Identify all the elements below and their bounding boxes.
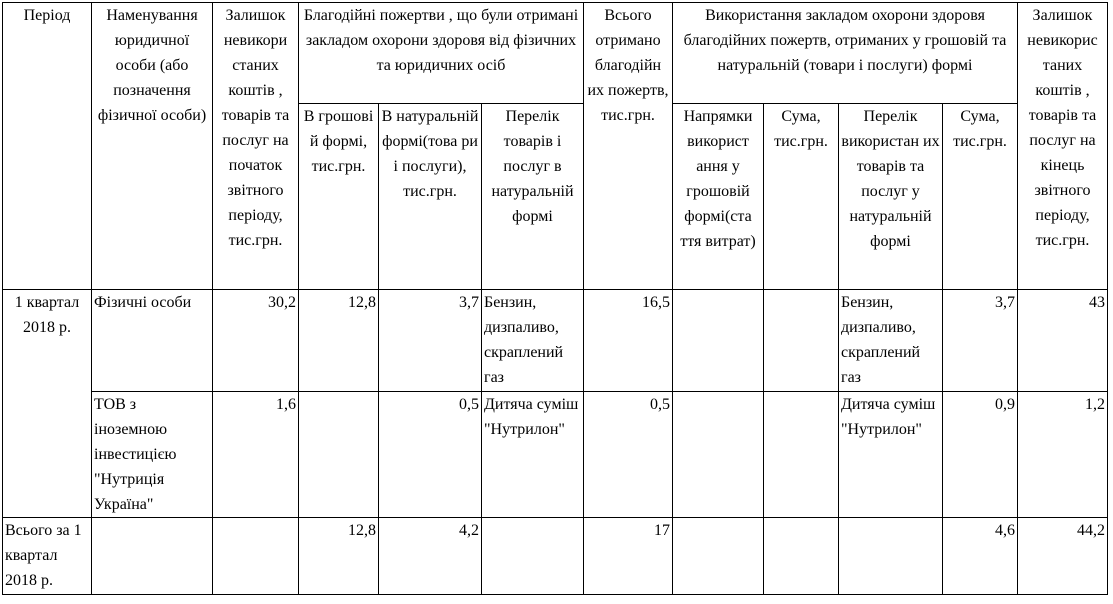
total-received-cell: 0,5 xyxy=(584,392,673,518)
usage-cash-sum-cell xyxy=(764,290,839,392)
header-balance-start: Залишок невикори станих коштів , товарів та послуг на початок звітного періоду, тис.грн. xyxy=(213,3,299,290)
donations-cash-cell xyxy=(299,392,379,518)
entity-cell xyxy=(92,518,213,595)
usage-cash-sum-cell xyxy=(764,518,839,595)
donations-list-cell xyxy=(482,518,584,595)
donations-cash-cell: 12,8 xyxy=(299,290,379,392)
donations-cash-cell: 12,8 xyxy=(299,518,379,595)
header-donations-inkind: В натуральній формі(това ри і послуги), тис.грн. xyxy=(379,104,482,290)
header-usage-inkind-sum: Сума, тис.грн. xyxy=(943,104,1018,290)
usage-cash-directions-cell xyxy=(673,392,764,518)
entity-cell: ТОВ з іноземною інвестицією "Нутриція Україна" xyxy=(92,392,213,518)
total-row xyxy=(3,518,1108,595)
usage-cash-directions-cell xyxy=(673,518,764,595)
header-usage-inkind-list: Перелік використан их товарів та послуг у натуральній формі xyxy=(839,104,943,290)
usage-cash-sum-cell xyxy=(764,392,839,518)
usage-cash-directions-cell xyxy=(673,290,764,392)
usage-inkind-sum-cell: 0,9 xyxy=(943,392,1018,518)
usage-inkind-sum-cell: 4,6 xyxy=(943,518,1018,595)
balance-start-cell: 30,2 xyxy=(213,290,299,392)
donations-inkind-cell: 0,5 xyxy=(379,392,482,518)
header-usage-cash-sum: Сума, тис.грн. xyxy=(764,104,839,290)
charity-donations-report-table xyxy=(2,2,1108,595)
total-received-cell: 17 xyxy=(584,518,673,595)
header-donations-cash: В грошові й формі, тис.грн. xyxy=(299,104,379,290)
usage-inkind-list-cell: Бензин, дизпаливо, скраплений газ xyxy=(839,290,943,392)
header-entity-name: Наменування юридичної особи (або позначення фізичної особи) xyxy=(92,3,213,290)
balance-end-cell: 1,2 xyxy=(1018,392,1108,518)
table-row xyxy=(3,290,1108,392)
donations-inkind-cell: 3,7 xyxy=(379,290,482,392)
balance-end-cell: 44,2 xyxy=(1018,518,1108,595)
total-received-cell: 16,5 xyxy=(584,290,673,392)
period-cell: 1 квартал 2018 р. xyxy=(3,290,92,518)
usage-inkind-list-cell: Дитяча суміш "Нутрилон" xyxy=(839,392,943,518)
balance-end-cell: 43 xyxy=(1018,290,1108,392)
header-total-received: Всього отримано благодійн их пожертв, тис.грн. xyxy=(584,3,673,290)
donations-list-cell: Бензин, дизпаливо, скраплений газ xyxy=(482,290,584,392)
usage-inkind-list-cell xyxy=(839,518,943,595)
header-usage-cash-directions: Напрямки використ ання у грошовій формі(ста ття витрат) xyxy=(673,104,764,290)
table-row xyxy=(3,392,1108,518)
donations-list-cell: Дитяча суміш "Нутрилон" xyxy=(482,392,584,518)
header-donations-group: Благодійні пожертви , що були отримані закладом охорони здоровя від фізичних та юридичних осіб xyxy=(299,3,584,104)
header-row-1 xyxy=(3,3,1108,104)
donations-inkind-cell: 4,2 xyxy=(379,518,482,595)
balance-start-cell xyxy=(213,518,299,595)
header-usage-group: Використання закладом охорони здоровя благодійних пожертв, отриманих у грошовій та натуральній (товари і послуги) формі xyxy=(673,3,1018,104)
balance-start-cell: 1,6 xyxy=(213,392,299,518)
header-balance-end: Залишок невикорис таних коштів , товарів та послуг на кінець звітного періоду, тис.грн. xyxy=(1018,3,1108,290)
header-donations-list: Перелік товарів і послуг в натуральній формі xyxy=(482,104,584,290)
total-label-cell: Всього за 1 квартал 2018 р. xyxy=(3,518,92,595)
usage-inkind-sum-cell: 3,7 xyxy=(943,290,1018,392)
entity-cell: Фізичні особи xyxy=(92,290,213,392)
header-period: Період xyxy=(3,3,92,290)
